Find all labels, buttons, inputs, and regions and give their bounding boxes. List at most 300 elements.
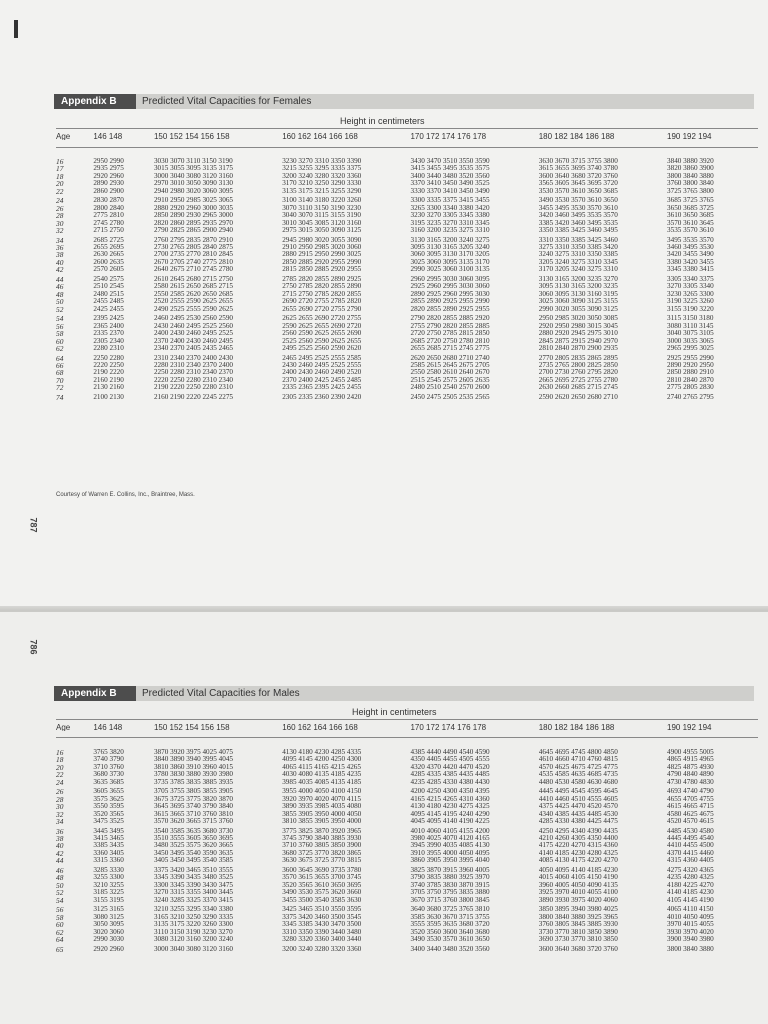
age-cell: 28	[56, 795, 64, 804]
table-row	[56, 158, 758, 165]
table-row	[56, 811, 758, 818]
capacity-cell: 4410 4460 4510 4555 4605	[538, 795, 618, 803]
capacity-cell: 2690 2720 2755 2785 2820	[282, 298, 362, 306]
capacity-cell: 3420 3460 3495 3535 3570	[538, 212, 618, 220]
capacity-cell: 3955 4000 4050 4100 4150	[282, 787, 362, 796]
table-row	[56, 842, 758, 849]
header-rule	[56, 147, 758, 148]
capacity-cell: 3460 3495 3530	[667, 244, 714, 252]
capacity-cell: 3615 3655 3695 3740 3780	[538, 165, 618, 173]
capacity-cell: 3375 3420 3465 3510 3555	[153, 865, 233, 874]
capacity-cell: 3135 3175 3215 3255 3290	[282, 187, 362, 195]
capacity-cell: 2625 2655 2690 2720 2755	[282, 314, 362, 323]
capacity-cell: 4235 4285 4330 4380 4430	[410, 778, 490, 786]
age-cell: 50	[56, 881, 64, 890]
age-cell: 32	[56, 810, 64, 818]
capacity-cell: 2880 2920 2945 2975 3010	[538, 330, 618, 338]
age-column-header: Age	[56, 724, 71, 732]
capacity-cell: 2570 2605	[93, 266, 124, 274]
capacity-cell: 2925 2955 2990	[667, 353, 714, 362]
capacity-cell: 4900 4955 5005	[667, 749, 714, 756]
capacity-cell: 3310 3350 3385 3425 3460	[538, 235, 618, 244]
table-row	[56, 865, 758, 875]
capacity-cell: 3445 3495	[93, 826, 124, 835]
capacity-cell: 4045 4095 4140 4190 4225	[410, 817, 490, 825]
capacity-cell: 3890 3930 3975 4020 4060	[538, 896, 618, 904]
age-cell: 66	[56, 362, 64, 370]
capacity-cell: 3430 3470 3510 3550 3590	[410, 158, 490, 165]
capacity-cell: 2745 2780	[93, 219, 124, 227]
capacity-cell: 3255 3300	[93, 874, 124, 882]
capacity-cell: 2845 2875 2915 2940 2970	[538, 337, 618, 345]
capacity-cell: 4693 4740 4790	[667, 787, 714, 796]
capacity-cell: 2810 2840 2870	[667, 376, 714, 384]
capacity-cell: 3555 3595 3635 3680 3720	[410, 921, 490, 929]
capacity-cell: 3405 3450 3495 3540 3585	[153, 857, 233, 865]
capacity-cell: 2730 2765 2805 2840 2875	[153, 244, 233, 252]
capacity-cell: 3070 3110 3150 3190 3230	[282, 204, 361, 212]
capacity-cell: 2785 2820 2855 2890 2925	[282, 274, 362, 283]
capacity-cell: 3310 3350 3390 3440 3480	[282, 928, 362, 936]
age-cell: 36	[56, 826, 64, 836]
capacity-cell: 4615 4665 4715	[667, 803, 714, 811]
capacity-cell: 3265 3300 3340 3380 3420	[410, 204, 490, 212]
capacity-cell: 3520 3565	[93, 810, 124, 818]
capacity-cell: 3825 3870 3915 3960 4005	[410, 865, 490, 874]
capacity-cell: 3490 3530 3570 3610 3650	[538, 196, 618, 205]
age-cell: 24	[56, 196, 64, 205]
capacity-cell: 3680 3730	[93, 771, 124, 779]
capacity-cell: 2750 2785 2820 2855 2890	[282, 283, 362, 291]
age-cell: 16	[56, 158, 64, 166]
capacity-cell: 4010 4060 4105 4155 4200	[410, 826, 490, 835]
height-column-header: 150 152 154 156 158	[153, 133, 230, 141]
capacity-cell: 3540 3585 3635 3680 3730	[153, 826, 233, 835]
capacity-cell: 3000 3035 3065	[667, 337, 714, 345]
appendix-header-bar	[54, 686, 754, 701]
capacity-cell: 3780 3830 3880 3930 3980	[153, 771, 233, 779]
capacity-cell: 2600 2635	[93, 258, 124, 266]
capacity-cell: 3575 3625	[93, 795, 124, 803]
capacity-cell: 2685 2720 2750 2780 2810	[410, 337, 490, 345]
capacity-cell: 3345 3385 3430 3470 3500	[282, 921, 362, 929]
table-row	[56, 323, 758, 330]
table-row	[56, 857, 758, 864]
height-column-header: 170 172 174 176 178	[410, 724, 487, 732]
capacity-cell: 2850 2885 2920 2955 2990	[282, 258, 362, 266]
table-row	[56, 345, 758, 352]
capacity-cell: 2365 2400	[93, 322, 124, 330]
capacity-cell: 2450 2475 2505 2535 2565	[410, 392, 490, 401]
capacity-cell: 4210 4260 4305 4350 4400	[538, 835, 618, 843]
capacity-cell: 2820 2860 2895 2935 2970	[153, 219, 233, 227]
table-row	[56, 825, 758, 835]
capacity-cell: 2775 2805 2830	[667, 384, 714, 392]
capacity-cell: 3165 3210 3250 3290 3335	[153, 913, 233, 921]
capacity-cell: 3650 3685 3725	[667, 204, 714, 212]
age-cell: 18	[56, 172, 64, 181]
capacity-cell: 3015 3055 3095 3135 3175	[153, 165, 233, 173]
capacity-cell: 2160 2190	[93, 376, 124, 384]
capacity-cell: 2640 2675 2710 2745 2780	[153, 266, 233, 274]
capacity-cell: 3095 3130 3165 3200 3235	[538, 283, 618, 291]
capacity-cell: 3800 3840 3880	[667, 172, 714, 180]
age-cell: 64	[56, 353, 64, 363]
age-cell: 68	[56, 369, 64, 377]
header-row	[56, 133, 758, 140]
capacity-cell: 2655 2690 2720 2755 2790	[282, 305, 362, 313]
age-cell: 42	[56, 849, 64, 858]
capacity-cell: 2220 2250 2280 2310 2340	[153, 376, 233, 384]
table-row	[56, 283, 758, 290]
capacity-cell: 3080 3110 3145	[667, 322, 714, 330]
capacity-cell: 3455 3500 3540 3585 3630	[282, 896, 362, 904]
capacity-cell: 3185 3225	[93, 889, 124, 897]
capacity-cell: 3215 3255 3295 3335 3375	[282, 165, 362, 173]
capacity-cell: 3550 3595	[93, 803, 124, 811]
capacity-cell: 2715 2750	[93, 226, 124, 234]
capacity-cell: 3420 3455 3490	[667, 251, 714, 259]
capacity-cell: 2520 2555 2590 2625 2655	[153, 298, 233, 306]
height-caption: Height in centimeters	[352, 707, 437, 717]
table-row	[56, 803, 758, 810]
capacity-cell: 2490 2525 2555 2590 2625	[153, 305, 233, 313]
capacity-cell: 3605 3655	[93, 787, 124, 796]
capacity-cell: 3040 3075 3105	[667, 330, 714, 338]
table-row	[56, 850, 758, 857]
capacity-cell: 4200 4250 4300 4350 4395	[410, 787, 490, 796]
column-header-row	[56, 133, 758, 140]
height-column-header: 146 148	[93, 724, 123, 732]
table-row	[56, 874, 758, 881]
table-row	[56, 796, 758, 803]
capacity-cell: 3300 3345 3390 3430 3475	[153, 881, 233, 889]
capacity-cell: 3705 3755 3805 3855 3905	[153, 787, 233, 796]
capacity-cell: 3740 3790	[93, 756, 124, 764]
capacity-cell: 2700 2730 2760 2795 2820	[538, 369, 618, 377]
age-cell: 64	[56, 935, 64, 944]
capacity-cell: 3300 3335 3375 3415 3455	[410, 196, 490, 205]
capacity-cell: 3850 3895 3940 3980 4025	[538, 905, 618, 914]
capacity-cell: 4570 4625 4675 4725 4775	[538, 763, 618, 771]
capacity-cell: 3170 3210 3250 3290 3330	[282, 180, 362, 188]
capacity-cell: 3190 3225 3260	[667, 298, 714, 306]
appendix-label: Appendix B	[54, 686, 136, 701]
table-row	[56, 306, 758, 313]
table-row	[56, 338, 758, 345]
capacity-cell: 2335 2370	[93, 330, 124, 338]
capacity-cell: 2610 2645 2680 2715 2750	[153, 274, 233, 283]
capacity-cell: 3305 3340 3375	[667, 274, 714, 283]
female-data-table	[56, 158, 758, 401]
age-cell: 70	[56, 376, 64, 385]
capacity-cell: 3760 3805 3845 3885 3930	[538, 921, 618, 929]
capacity-cell: 2860 2900	[93, 187, 124, 195]
capacity-cell: 3475 3525	[93, 817, 124, 825]
header-rule	[56, 128, 758, 129]
capacity-cell: 4050 4095 4140 4185 4230	[538, 865, 618, 874]
capacity-cell: 2790 2820 2855 2885 2920	[410, 314, 490, 323]
capacity-cell: 2630 2660 2685 2715 2745	[538, 384, 618, 392]
table-row	[56, 889, 758, 896]
capacity-cell: 3495 3535 3570	[667, 235, 714, 244]
capacity-cell: 4730 4780 4830	[667, 778, 714, 786]
capacity-cell: 4250 4295 4340 4390 4435	[538, 826, 618, 835]
capacity-cell: 4385 4440 4490 4540 4590	[410, 749, 490, 756]
capacity-cell: 2740 2765 2795	[667, 392, 714, 401]
capacity-cell: 2620 2650 2680 2710 2740	[410, 353, 490, 362]
capacity-cell: 3240 3285 3325 3370 3415	[153, 896, 233, 904]
table-row	[56, 897, 758, 904]
capacity-cell: 2335 2365 2395 2425 2455	[282, 384, 362, 392]
capacity-cell: 2400 2430 2460 2495 2525	[153, 330, 233, 338]
height-caption: Height in centimeters	[340, 116, 425, 126]
capacity-cell: 2480 2510 2540 2570 2600	[410, 384, 490, 392]
table-row	[56, 904, 758, 914]
capacity-cell: 2810 2840 2870 2900 2935	[538, 344, 618, 352]
capacity-cell: 3860 3905 3950 3995 4040	[410, 857, 490, 865]
capacity-cell: 3530 3570 3610 3650 3685	[538, 187, 618, 195]
age-cell: 60	[56, 921, 64, 929]
table-row	[56, 384, 758, 391]
table-row	[56, 362, 758, 369]
capacity-cell: 3450 3495 3540 3590 3635	[153, 849, 233, 857]
table-row	[56, 786, 758, 796]
capacity-cell: 4480 4530 4580 4630 4680	[538, 778, 618, 786]
capacity-cell: 2590 2625 2655 2690 2720	[282, 322, 362, 330]
capacity-cell: 3600 3640 3680 3720 3760	[538, 944, 618, 953]
table-row	[56, 205, 758, 212]
capacity-cell: 3705 3750 3795 3835 3880	[410, 889, 490, 897]
capacity-cell: 3000 3040 3080 3120 3160	[153, 944, 233, 953]
age-cell: 16	[56, 749, 64, 757]
page-number: 787	[28, 517, 39, 533]
table-row	[56, 369, 758, 376]
capacity-cell: 2190 2220 2250 2280 2310	[153, 384, 233, 392]
capacity-cell: 3840 3880 3920	[667, 158, 714, 165]
capacity-cell: 3900 3940 3980	[667, 935, 714, 943]
table-title: Predicted Vital Capacities for Females	[142, 96, 312, 107]
capacity-cell: 3345 3390 3435 3480 3525	[153, 874, 233, 882]
capacity-cell: 3765 3820	[93, 749, 124, 756]
capacity-cell: 4370 4415 4460	[667, 849, 714, 857]
capacity-cell: 2540 2575	[93, 274, 124, 283]
capacity-cell: 4065 4115 4165 4215 4265	[282, 763, 361, 771]
capacity-cell: 3030 3070 3110 3150 3190	[153, 158, 233, 165]
capacity-cell: 3135 3175 3220 3260 3300	[153, 921, 233, 929]
capacity-cell: 3840 3890 3940 3995 4045	[153, 756, 233, 764]
capacity-cell: 4320 4370 4420 4470 4520	[410, 763, 490, 771]
capacity-cell: 3160 3200 3235 3275 3310	[410, 226, 490, 234]
table-row	[56, 771, 758, 778]
table-row	[56, 943, 758, 953]
age-cell: 54	[56, 314, 64, 323]
age-cell: 30	[56, 803, 64, 811]
capacity-cell: 3490 3530 3575 3620 3660	[282, 889, 362, 897]
capacity-cell: 2945 2980 3020 3055 3090	[282, 235, 362, 244]
table-row	[56, 195, 758, 205]
capacity-cell: 3270 3315 3355 3400 3445	[153, 889, 233, 897]
capacity-cell: 3380 3420 3455	[667, 258, 714, 266]
capacity-cell: 3270 3305 3340	[667, 283, 714, 291]
capacity-cell: 3760 3800 3840	[667, 180, 714, 188]
capacity-cell: 2880 2915 2950 2990 3025	[282, 251, 362, 259]
age-cell: 20	[56, 763, 64, 772]
age-cell: 72	[56, 384, 64, 392]
capacity-cell: 2790 2825 2865 2900 2940	[153, 226, 233, 234]
height-column-header: 180 182 184 186 188	[538, 133, 615, 141]
table-row	[56, 180, 758, 187]
capacity-cell: 3680 3725 3770 3820 3865	[282, 849, 362, 857]
capacity-cell: 3205 3240 3275 3310 3345	[538, 258, 618, 266]
capacity-cell: 3360 3405	[93, 849, 124, 857]
capacity-cell: 2430 2460 2495 2525 2560	[153, 322, 233, 330]
capacity-cell: 2970 3010 3050 3090 3130	[153, 180, 233, 188]
capacity-cell: 3130 3165 3200 3235 3270	[538, 274, 618, 283]
capacity-cell: 3210 3255 3295 3340 3380	[153, 905, 233, 914]
table-row	[56, 936, 758, 943]
age-cell: 50	[56, 298, 64, 306]
table-row	[56, 227, 758, 234]
capacity-cell: 3100 3140 3180 3220 3260	[282, 196, 362, 205]
age-cell: 34	[56, 817, 64, 826]
capacity-cell: 4140 4185 4230	[667, 889, 714, 897]
capacity-cell: 3415 3465	[93, 835, 124, 843]
height-column-header: 160 162 164 166 168	[282, 724, 358, 732]
capacity-cell: 4485 4530 4580	[667, 826, 714, 835]
capacity-cell: 3670 3715 3760 3800 3845	[410, 896, 490, 904]
table-row	[56, 756, 758, 763]
capacity-cell: 2190 2220	[93, 369, 124, 377]
capacity-cell: 2455 2485	[93, 298, 124, 306]
capacity-cell: 4130 4180 4230 4285 4335	[282, 749, 362, 756]
capacity-cell: 3385 3420 3460 3495 3535	[538, 219, 618, 227]
capacity-cell: 2920 2960	[93, 944, 124, 953]
capacity-cell: 2975 3015 3050 3090 3125	[282, 226, 362, 234]
capacity-cell: 2910 2950 2985 3020 3060	[282, 244, 362, 252]
age-cell: 18	[56, 756, 64, 764]
capacity-cell: 4085 4130 4175 4220 4270	[538, 857, 618, 865]
table-row	[56, 234, 758, 244]
capacity-cell: 2950 2985 3020 3050 3085	[538, 314, 618, 323]
capacity-cell: 4140 4185 4230 4280 4325	[538, 849, 618, 857]
age-cell: 38	[56, 835, 64, 843]
age-column-header: Age	[56, 133, 71, 141]
height-column-header: 160 162 164 166 168	[282, 133, 358, 141]
age-cell: 42	[56, 266, 64, 274]
appendix-header-bar	[54, 94, 754, 109]
capacity-cell: 4130 4180 4230 4275 4325	[410, 803, 490, 811]
capacity-cell: 4095 4145 4195 4240 4290	[410, 810, 490, 818]
capacity-cell: 2100 2130	[93, 392, 124, 401]
capacity-cell: 2220 2250	[93, 362, 124, 370]
capacity-cell: 2950 2990	[93, 158, 124, 165]
capacity-cell: 3080 3125	[93, 913, 124, 921]
capacity-cell: 2940 2980 3020 3060 3095	[153, 187, 233, 195]
capacity-cell: 2480 2515	[93, 290, 124, 298]
age-cell: 36	[56, 244, 64, 252]
capacity-cell: 2250 2280	[93, 353, 124, 362]
age-cell: 44	[56, 857, 64, 865]
capacity-cell: 3025 3060 3090 3125 3155	[538, 298, 618, 306]
credit-line: Courtesy of Warren E. Collins, Inc., Braintree, Mass.	[56, 492, 195, 498]
capacity-cell: 2755 2790 2820 2855 2885	[410, 322, 490, 330]
capacity-cell: 3675 3725 3775 3820 3870	[153, 795, 233, 803]
capacity-cell: 2590 2620 2650 2680 2710	[538, 392, 618, 401]
age-cell: 65	[56, 944, 64, 954]
capacity-cell: 4285 4330 4380 4425 4475	[538, 817, 618, 825]
capacity-cell: 3375 3420 3460 3500 3545	[282, 913, 362, 921]
table-row	[56, 929, 758, 936]
height-column-header: 150 152 154 156 158	[153, 724, 230, 732]
age-cell: 58	[56, 330, 64, 338]
capacity-cell: 3425 3465 3510 3550 3595	[282, 905, 362, 914]
table-row	[56, 212, 758, 219]
capacity-cell: 4580 4625 4675	[667, 810, 714, 818]
capacity-cell: 2310 2340 2370 2400 2430	[153, 353, 233, 362]
capacity-cell: 3285 3330	[93, 865, 124, 874]
table-title: Predicted Vital Capacities for Males	[142, 688, 300, 699]
capacity-cell: 4535 4585 4635 4685 4735	[538, 771, 618, 779]
capacity-cell: 3565 3605 3645 3695 3720	[538, 180, 618, 188]
capacity-cell: 2305 2340	[93, 337, 124, 345]
capacity-cell: 4180 4225 4270	[667, 881, 714, 889]
capacity-cell: 3520 3565 3610 3650 3695	[282, 881, 362, 889]
height-column-header: 180 182 184 186 188	[538, 724, 615, 732]
height-column-header: 146 148	[93, 133, 123, 141]
capacity-cell: 4015 4060 4105 4150 4190	[538, 874, 618, 882]
table-row	[56, 882, 758, 889]
capacity-cell: 2770 2805 2835 2865 2895	[538, 353, 618, 362]
capacity-cell: 4865 4915 4965	[667, 756, 714, 764]
table-row	[56, 244, 758, 251]
capacity-cell: 4645 4695 4745 4800 4850	[538, 749, 618, 756]
age-cell: 54	[56, 896, 64, 905]
capacity-cell: 3350 3385 3425 3460 3495	[538, 226, 618, 234]
capacity-cell: 2700 2735 2770 2810 2845	[153, 251, 233, 259]
capacity-cell: 3645 3695 3740 3790 3840	[153, 803, 233, 811]
capacity-cell: 2925 2960 2995 3030 3060	[410, 283, 490, 291]
capacity-cell: 2305 2335 2360 2390 2420	[282, 392, 362, 401]
capacity-cell: 3110 3150 3190 3230 3270	[153, 928, 233, 936]
capacity-cell: 3960 4005 4050 4090 4135	[538, 881, 618, 889]
age-cell: 60	[56, 337, 64, 345]
capacity-cell: 2665 2695 2725 2755 2780	[538, 376, 618, 384]
capacity-cell: 3490 3530 3570 3610 3650	[410, 935, 490, 943]
age-cell: 56	[56, 322, 64, 331]
capacity-cell: 4790 4840 4890	[667, 771, 714, 779]
capacity-cell: 3920 3970 4020 4070 4115	[282, 795, 361, 803]
age-cell: 58	[56, 913, 64, 922]
capacity-cell: 4175 4220 4270 4315 4360	[538, 842, 618, 850]
capacity-cell: 3415 3455 3495 3535 3575	[410, 165, 490, 173]
capacity-cell: 4275 4320 4365	[667, 865, 714, 874]
age-cell: 62	[56, 344, 64, 353]
capacity-cell: 2990 3025 3060 3100 3135	[410, 266, 490, 274]
capacity-cell: 2250 2280 2310 2340 2370	[153, 369, 233, 377]
capacity-cell: 3980 4025 4070 4120 4165	[410, 835, 490, 843]
capacity-cell: 3570 3620 3665 3715 3760	[153, 817, 233, 825]
capacity-cell: 4825 4875 4930	[667, 763, 714, 771]
capacity-cell: 4340 4385 4435 4485 4530	[538, 810, 618, 818]
age-cell: 26	[56, 204, 64, 213]
capacity-cell: 3600 3640 3680 3720 3760	[538, 172, 618, 180]
capacity-cell: 3155 3190 3220	[667, 305, 714, 313]
capacity-cell: 2720 2750 2785 2815 2850	[410, 330, 490, 338]
table-row	[56, 165, 758, 172]
capacity-cell: 2890 2920 2950	[667, 362, 714, 370]
capacity-cell: 3200 3240 3280 3320 3360	[282, 172, 362, 180]
